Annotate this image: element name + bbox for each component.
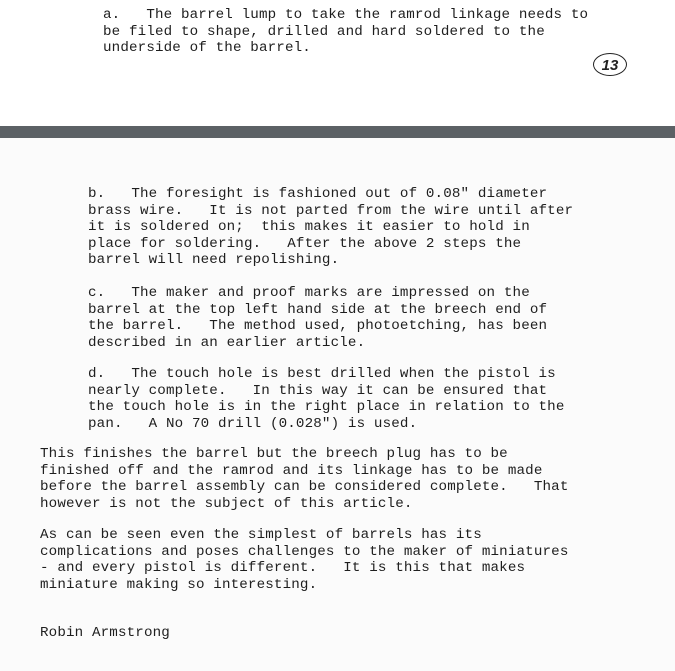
document-page-top: [0, 0, 675, 126]
paragraph-a: a. The barrel lump to take the ramrod linkage needs to be filed to shape, drilled and hard soldered to the underside of the barrel.: [103, 7, 589, 57]
paragraph-finish: This finishes the barrel but the breech plug has to be finished off and the ramrod and its linkage has to be made before the barrel assembly can be considered complete. That however is not the subject of this article.: [40, 446, 569, 512]
paragraph-d: d. The touch hole is best drilled when the pistol is nearly complete. In this way it can be ensured that the touch hole is in the right place in relation to the pan. A No 70 drill (0.028") is used.: [88, 366, 565, 432]
page-number: 13: [593, 53, 627, 76]
paragraph-conclusion: As can be seen even the simplest of barrels has its complications and poses challenges to the maker of miniatures - and every pistol is different. It is this that makes miniature making so interesting.: [40, 527, 569, 593]
page-divider: [0, 126, 675, 138]
paragraph-c: c. The maker and proof marks are impressed on the barrel at the top left hand side at the breech end of the barrel. The method used, photoetching, has been described in an earlier article.: [88, 285, 548, 351]
paragraph-b: b. The foresight is fashioned out of 0.08" diameter brass wire. It is not parted from the wire until after it is soldered on; this makes it easier to hold in place for soldering. After the above 2 steps the barrel will need repolishing.: [88, 186, 574, 269]
author-signature: Robin Armstrong: [40, 625, 170, 641]
